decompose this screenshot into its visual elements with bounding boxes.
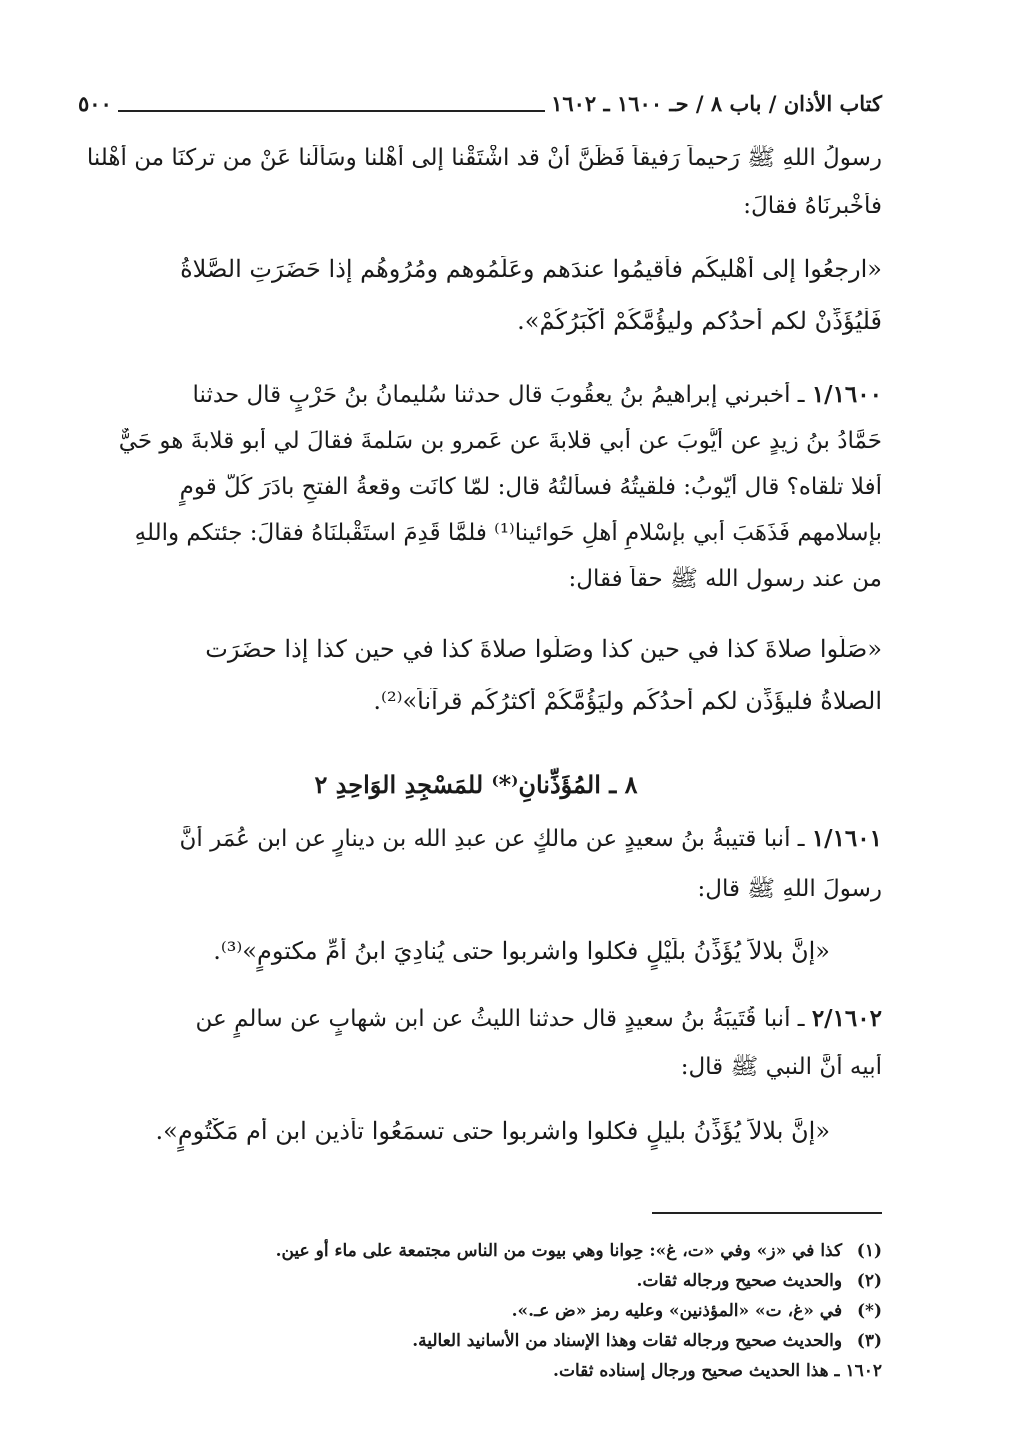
running-title: كتاب الأذان / باب ٨ / حـ ١٦٠٠ ـ ١٦٠٢ <box>551 90 882 116</box>
hadith-1600 <box>70 382 882 612</box>
footnote-text: والحديث صحيح ورجاله ثقات وهذا الإسناد من الأسانيد العالية. <box>412 1331 843 1351</box>
footnotes <box>70 1236 882 1386</box>
text-line: أفلا تلقاه؟ قال أيّوبُ: فلقيتُهُ فسألتُهُ قال: لمّا كانَت وقعةُ الفتحِ بادَرَ كُلُّ قومٍ <box>179 474 882 500</box>
text-line: رسولُ اللهِ ﷺ رَحيماً رَفيقاً فَظَنَّ أنْ قد اشْتَقْنا إلى أهْلنا وسَألَنا عَنْ من تركنَا من أهْلنا <box>86 145 882 171</box>
footnote-mark: (٢) <box>856 1271 882 1291</box>
text-line <box>70 1006 882 1054</box>
footnote-mark: (*) <box>857 1301 882 1321</box>
paragraph-intro <box>70 145 882 241</box>
text-line: من عند رسول الله ﷺ حقاً فقال: <box>568 566 882 592</box>
page-number: ٥٠٠ <box>78 90 112 116</box>
footnote-rule <box>652 1212 882 1214</box>
hadith-number: ١/١٦٠٠ <box>811 382 882 408</box>
header-rule <box>118 110 545 112</box>
footnote-item <box>70 1236 882 1266</box>
text-span: ـ أنبا قُتَيبَةُ بنُ سعيدٍ قال حدثنا الليثُ عن ابن شهابٍ عن سالمٍ عن <box>195 1006 805 1032</box>
footnote-item <box>70 1296 882 1326</box>
hadith-number: ٢/١٦٠٢ <box>811 1006 882 1032</box>
text-line: بإسلامهم فَذَهَبَ أبي بإسْلامِ أهلِ حَوائينا⁽¹⁾ فلمَّا قَدِمَ استَقْبلنَاهُ فقالَ: جئتكم واللهِ <box>134 520 882 546</box>
footnote-mark: ١٦٠٢ <box>845 1361 882 1381</box>
page-header <box>70 86 882 120</box>
hadith-number: ١/١٦٠١ <box>811 826 882 852</box>
text-span: ـ أخبرني إبراهيمُ بنُ يعقُوبَ قال حدثنا سُليمانُ بنُ حَرْبٍ قال حدثنا <box>192 382 805 408</box>
text-line <box>70 382 882 428</box>
quote-line: الصلاةُ فليؤَذِّن لكم أحدُكُم وليَؤُمَّكُمْ أكثرُكُم قرآناً»⁽²⁾. <box>373 688 882 715</box>
footnote-text: ـ هذا الحديث صحيح ورجال إسناده ثقات. <box>553 1361 840 1381</box>
text-line: حَمَّادُ بنُ زيدٍ عن أَيُّوبَ عن أبي قلابةَ عن عَمرو بن سَلمةَ فقالَ لي أبو قلابةَ هو حَيٌّ <box>118 428 882 454</box>
footnote-item <box>70 1326 882 1356</box>
footnote-mark: (٣) <box>856 1331 882 1351</box>
text-line: فأخْبرنَاهُ فقالَ: <box>743 193 882 219</box>
footnote-text: والحديث صحيح ورجاله ثقات. <box>636 1271 843 1291</box>
quote-2 <box>70 636 882 740</box>
footnote-item <box>70 1266 882 1296</box>
quote-3 <box>70 938 882 990</box>
book-page <box>70 0 882 1450</box>
hadith-1601 <box>70 826 882 926</box>
hadith-1602 <box>70 1006 882 1102</box>
footnote-item <box>70 1356 882 1386</box>
section-heading: ٨ ـ المُؤَذِّنانِ⁽*⁾ للمَسْجِدِ الوَاحِدِ ٢ <box>314 770 638 799</box>
footnote-text: كذا في «ز» وفي «ت، غ»: حِوانا وهي بيوت من الناس مجتمعة على ماء أو عين. <box>275 1241 843 1261</box>
text-line: رسولَ اللهِ ﷺ قال: <box>697 876 882 902</box>
quote-line: «إنَّ بلالاً يُؤَذِّنُ بليلٍ فكلوا واشربوا حتى تسمَعُوا تأذين ابن أم مَكْتُومٍ». <box>155 1118 830 1145</box>
text-line <box>70 826 882 876</box>
text-line: أبيه أنَّ النبي ﷺ قال: <box>680 1054 882 1080</box>
quote-1 <box>70 256 882 360</box>
quote-line: فَلْيُؤَذِّنْ لكم أَحدُكم وليؤُمَّكُمْ أكْبَرُكُمْ». <box>517 308 882 335</box>
footnote-mark: (١) <box>856 1241 882 1261</box>
text-span: ـ أنبا قتيبةُ بنُ سعيدٍ عن مالكٍ عن عبدِ الله بن دينارٍ عن ابن عُمَر أنَّ <box>179 826 805 852</box>
quote-4 <box>70 1118 882 1170</box>
quote-line: «إنَّ بلالاً يُؤَذِّنُ بلَيْلٍ فكلوا واشربوا حتى يُنادِيَ ابنُ أُمِّ مكتومٍ»⁽³⁾. <box>213 938 830 965</box>
quote-line: «صَلُّوا صلاةَ كذا في حين كذا وصَلُّوا صلاةَ كذا في حين كذا إذا حضَرَت <box>205 636 882 663</box>
footnote-text: في «غ، ت» «المؤذنين» وعليه رمز «ض عـ.». <box>511 1301 843 1321</box>
quote-line: «ارجعُوا إلى أهْليكُم فأقيمُوا عندَهم وعَلِّمُوهم ومُرُوهُم إذا حَضَرَتِ الصَّلاةُ <box>180 256 882 283</box>
